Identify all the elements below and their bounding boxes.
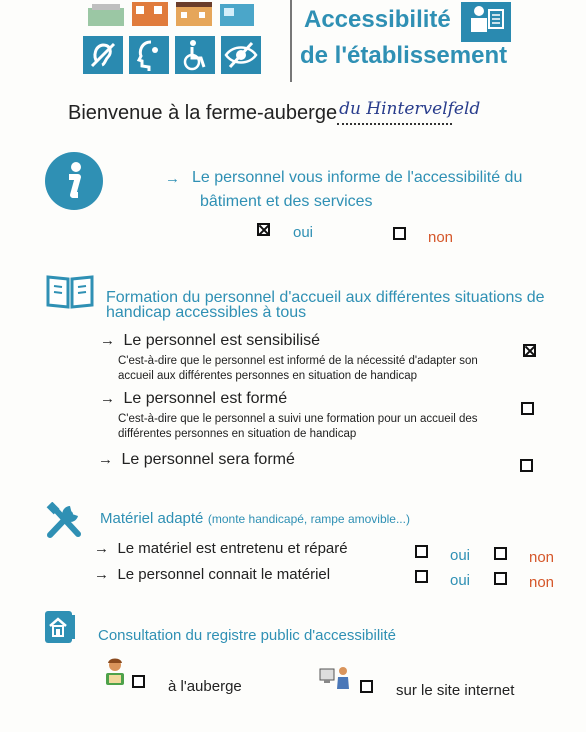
training-item-1-desc2: accueil aux différentes personnes en situation de handicap [118, 370, 417, 382]
info-text-line2: bâtiment et des services [200, 193, 373, 210]
mental-impairment-icon [129, 36, 169, 74]
equipment-title: Matériel adapté [100, 510, 204, 527]
equipment-item-2-yes-checkbox[interactable] [415, 570, 428, 583]
easy-read-icon [461, 2, 511, 42]
info-yes-label: oui [293, 224, 314, 241]
register-option-1-label: à l'auberge [168, 678, 242, 695]
training-item-2-desc1: C'est-à-dire que le personnel a suivi une formation pour un accueil des [118, 413, 478, 425]
info-text-line1: Le personnel vous informe de l'accessibilité du [192, 169, 523, 186]
equipment-item-1-yes-checkbox[interactable] [415, 545, 428, 558]
buildings-illustration [88, 0, 258, 26]
training-item-3 [98, 451, 295, 469]
equipment-item-1-no-checkbox[interactable] [494, 547, 507, 560]
info-no-label: non [428, 229, 454, 246]
training-item-2-label: Le personnel est formé [123, 390, 288, 407]
arrow-icon: → [98, 451, 113, 468]
register-binder-icon [44, 610, 76, 644]
training-title-line2: handicap accessibles à tous [106, 304, 307, 321]
training-item-2-desc2: différentes personnes en situation de handicap [118, 428, 357, 440]
welcome-line [68, 99, 481, 125]
info-icon [45, 152, 103, 210]
register-option-2-label: sur le site internet [396, 682, 515, 699]
computer-user-icon [318, 665, 354, 691]
training-item-3-checkbox[interactable] [520, 459, 533, 472]
arrow-icon: → [100, 332, 115, 349]
equipment-title-row [100, 510, 410, 528]
training-item-2 [100, 390, 287, 408]
equipment-item-1 [94, 540, 348, 558]
equipment-item-1-label: Le matériel est entretenu et réparé [117, 540, 348, 557]
arrow-icon: → [100, 390, 115, 407]
equipment-item-2 [94, 566, 330, 584]
welcome-handwriting: du Hintervelfeld [339, 99, 481, 119]
register-option-1-checkbox[interactable] [132, 675, 145, 688]
tools-icon [44, 502, 84, 540]
header [0, 0, 586, 90]
register-option-2-checkbox[interactable] [360, 680, 373, 693]
equipment-item-2-no-checkbox[interactable] [494, 572, 507, 585]
equipment-item-2-yes-label: oui [450, 572, 471, 589]
header-divider [290, 0, 292, 82]
info-yes-checkbox[interactable] [257, 223, 270, 236]
training-item-1-label: Le personnel est sensibilisé [123, 332, 321, 349]
equipment-subtitle: (monte handicapé, rampe amovible...) [207, 512, 410, 526]
info-arrow: → [165, 170, 180, 187]
arrow-icon: → [94, 566, 109, 583]
page-title-line2: de l'établissement [300, 42, 508, 69]
equipment-item-1-yes-label: oui [450, 547, 471, 564]
training-item-2-checkbox[interactable] [521, 402, 534, 415]
arrow-icon: → [94, 540, 109, 557]
visual-impairment-icon [221, 36, 261, 74]
reading-person-icon [102, 657, 128, 687]
hearing-impairment-icon [83, 36, 123, 74]
page-title-line1: Accessibilité [304, 6, 451, 33]
equipment-item-2-no-label: non [529, 574, 555, 591]
wheelchair-icon [175, 36, 215, 74]
equipment-item-1-no-label: non [529, 549, 555, 566]
welcome-text: Bienvenue à la ferme-auberge [68, 102, 338, 124]
register-title: Consultation du registre public d'accessibilité [98, 627, 397, 644]
welcome-fill-line [337, 99, 481, 125]
info-no-checkbox[interactable] [393, 227, 406, 240]
training-title-line1: Formation du personnel d'accueil aux différentes situations de [106, 289, 545, 306]
training-item-1-checkbox[interactable] [523, 344, 536, 357]
open-book-icon [46, 273, 94, 309]
training-item-3-label: Le personnel sera formé [121, 451, 295, 468]
equipment-item-2-label: Le personnel connait le matériel [117, 566, 331, 583]
training-item-1-desc1: C'est-à-dire que le personnel est informé de la nécessité d'adapter son [118, 355, 478, 367]
training-item-1 [100, 332, 320, 350]
